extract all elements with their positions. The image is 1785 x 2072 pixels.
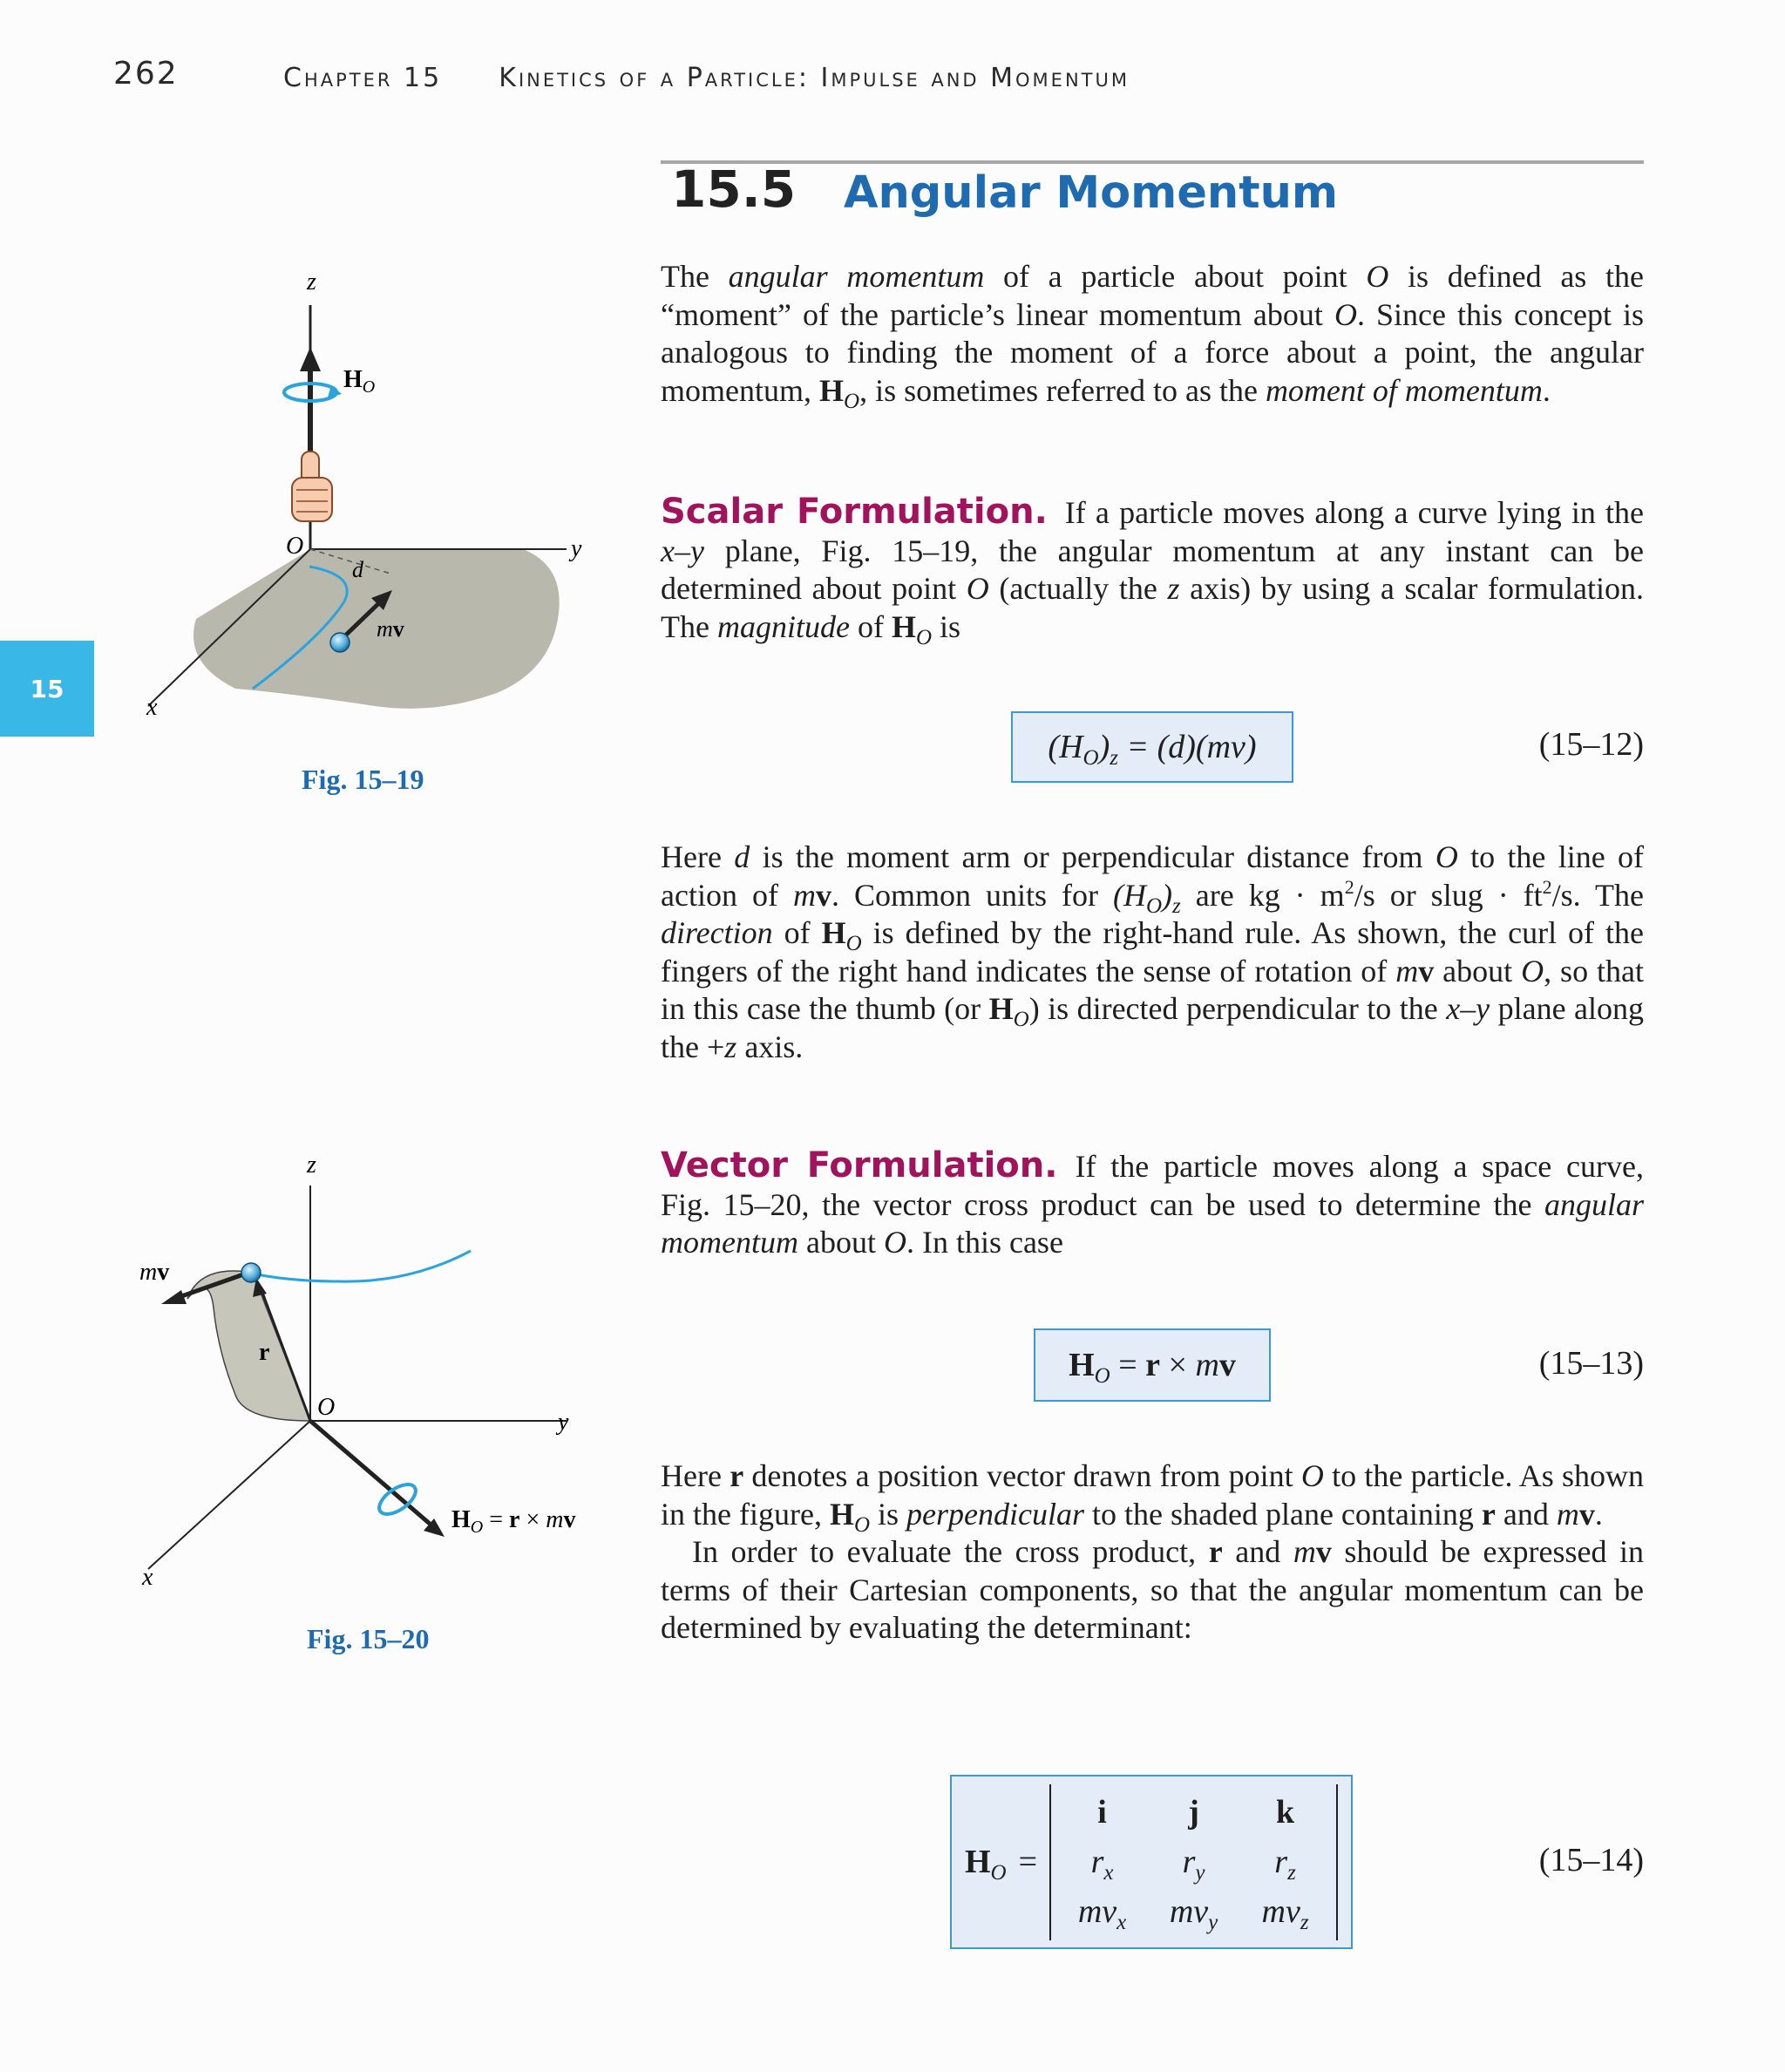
shaded-plane-r-mv — [187, 1271, 310, 1421]
fig19-x-label: x — [146, 694, 158, 721]
scalar-paragraph: Scalar Formulation. If a particle moves along a curve lying in the x–y plane, Fig. 15–19, the angular momentum at any instant can be determined about point O (actually the z axis) by using a scalar formulation. The magnitude of $H_O$ is — [661, 492, 1645, 649]
figure-15-20 — [113, 1133, 636, 1621]
particle — [330, 633, 350, 652]
fig19-ho-label: $H_O$ — [343, 366, 376, 397]
vector-explanation: Here r denotes a position vector drawn from point O to the particle. As shown in the figure, $H_O$ is perpendicular to the shaded plane containing r and mv. In order to evaluate the cross product, r and mv should be expressed in terms of their Cartesian components, so that the angular momentum can be determined by evaluating the determinant: — [661, 1458, 1645, 1645]
chapter-label: Chapter 15 — [283, 63, 443, 93]
chapter-tab: 15 — [0, 641, 94, 737]
section-number: 15.5 — [671, 160, 797, 219]
intro-paragraph: The angular momentum of a particle about point O is defined as the “moment” of the particle’s linear momentum about O. Since this concept is analogous to finding the moment of a force about a point, the angular momentum, $H_O$, is sometimes referred to as the moment of momentum. — [661, 259, 1644, 413]
x-axis — [148, 1421, 310, 1569]
scalar-explanation: Here d is the moment arm or perpendicular distance from O to the line of action of mv. Common units for $(H_O)_z$ are kg · $m^2/s$ or slug · $ft^2/s$. The direction of $H_O$ is defined by the right-hand rule. As shown, the curl of the fingers of the right hand indicates the sense of rotation of mv about O, so that in this case the thumb (or $H_O$) is directed perpendicular to the x–y plane along the +z axis. — [661, 839, 1645, 1064]
chapter-title: Kinetics of a Particle: Impulse and Momentum — [499, 63, 1130, 93]
fig-15-19-caption: Fig. 15–19 — [302, 764, 424, 795]
equation-15-12: $(H_O)_z = (d)(mv)$ — [1011, 711, 1293, 783]
ho-arrowhead — [300, 347, 321, 371]
page-number: 262 — [113, 56, 179, 92]
fig20-ho-eq-label: $H_O = r$ × mv — [451, 1506, 576, 1537]
fig20-x-label: x — [142, 1564, 153, 1591]
equation-15-14: $H_O$ = i j k $r_x$ $r_y$ $r_z$ $mv_x$ $mv_y$ $mv_z$ — [950, 1775, 1353, 1949]
space-curve — [248, 1251, 471, 1281]
fig19-d-label: d — [352, 557, 363, 582]
fig19-mv-label: mv — [377, 616, 404, 642]
fig20-r-label: r — [259, 1339, 270, 1366]
title-rule — [661, 160, 1644, 164]
running-header — [283, 63, 1130, 93]
vector-paragraph: Vector Formulation. If the particle moves along a space curve, Fig. 15–20, the vector cross product can be used to determine the angular momentum about O. In this case — [661, 1145, 1644, 1260]
equation-number-15-12: (15–12) — [1538, 726, 1644, 763]
curl-arrow — [374, 1478, 420, 1519]
equation-15-13: $H_O = r$ × mv — [1034, 1328, 1271, 1402]
particle — [241, 1263, 261, 1282]
vector-heading: Vector Formulation. — [661, 1145, 1058, 1185]
fig19-o-label: O — [286, 533, 304, 560]
scalar-heading: Scalar Formulation. — [661, 492, 1048, 532]
ho-vector — [310, 1421, 436, 1529]
fig20-y-label: y — [558, 1409, 569, 1436]
equation-number-15-13: (15–13) — [1538, 1345, 1644, 1382]
right-hand-icon — [292, 452, 332, 521]
fig19-z-label: z — [307, 268, 316, 296]
figure-15-19 — [113, 253, 636, 750]
determinant: i j k $r_x$ $r_y$ $r_z$ $mv_x$ $mv_y$ $mv_z$ — [1049, 1784, 1338, 1940]
fig-15-20-caption: Fig. 15–20 — [307, 1623, 430, 1654]
fig19-y-label: y — [571, 535, 582, 562]
equation-number-15-14: (15–14) — [1538, 1842, 1644, 1878]
fig20-z-label: z — [307, 1151, 316, 1179]
section-title: Angular Momentum — [844, 167, 1339, 219]
fig20-o-label: O — [317, 1394, 336, 1421]
fig20-mv-label: mv — [139, 1259, 170, 1286]
